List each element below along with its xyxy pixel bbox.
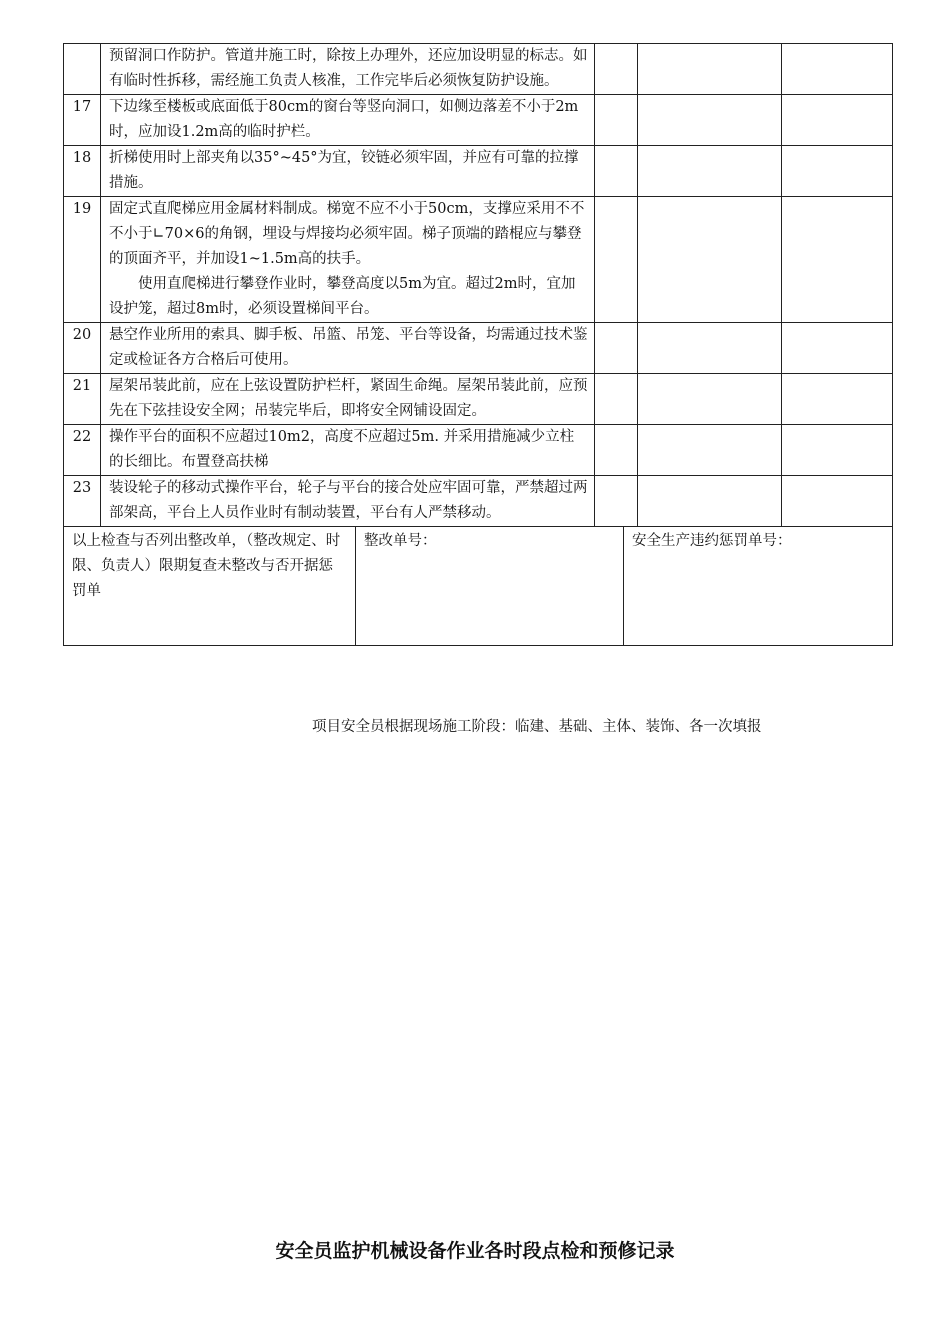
checklist-row: [64, 374, 893, 425]
checklist-row: [64, 476, 893, 527]
check-cell[interactable]: [595, 44, 638, 95]
row-content: [101, 425, 595, 476]
result-cell[interactable]: [638, 146, 782, 197]
row-number: 17: [64, 95, 101, 146]
row-content: [101, 374, 595, 425]
content-paragraph: 悬空作业所用的索具、脚手板、吊篮、吊笼、平台等设备，均需通过技术鉴定或检证各方合格后可使用。: [109, 327, 588, 368]
row-number: 20: [64, 323, 101, 374]
checklist-table: [63, 43, 893, 527]
remark-cell[interactable]: [782, 476, 893, 527]
checklist-row: [64, 197, 893, 323]
row-number: 19: [64, 197, 101, 323]
check-cell[interactable]: [595, 146, 638, 197]
inspection-sheet: [63, 43, 892, 646]
checklist-row: [64, 425, 893, 476]
row-content: [101, 323, 595, 374]
content-paragraph: 屋架吊装此前，应在上弦设置防护栏杆，紧固生命绳。屋架吊装此前，应预先在下弦挂设安全网；吊装完毕后，即将安全网铺设固定。: [109, 378, 588, 419]
row-number: 21: [64, 374, 101, 425]
rectification-number-cell[interactable]: 整改单号：: [356, 527, 624, 646]
remark-cell[interactable]: [782, 146, 893, 197]
remark-cell[interactable]: [782, 95, 893, 146]
result-cell[interactable]: [638, 95, 782, 146]
checklist-row: [64, 44, 893, 95]
check-cell[interactable]: [595, 476, 638, 527]
remark-cell[interactable]: [782, 323, 893, 374]
check-cell[interactable]: [595, 374, 638, 425]
penalty-number-cell[interactable]: 安全生产违约惩罚单号：: [624, 527, 893, 646]
check-cell[interactable]: [595, 323, 638, 374]
result-cell[interactable]: [638, 323, 782, 374]
content-paragraph: 下边缘至楼板或底面低于80cm的窗台等竖向洞口，如侧边落差不小于2m时，应加设1.2m高的临时护栏。: [109, 99, 579, 140]
content-paragraph: 装设轮子的移动式操作平台，轮子与平台的接合处应牢固可靠，严禁超过两部架高，平台上人员作业时有制动装置，平台有人严禁移动。: [109, 480, 588, 521]
summary-row: [64, 527, 893, 646]
checklist-row: [64, 323, 893, 374]
row-content: [101, 95, 595, 146]
row-content: [101, 146, 595, 197]
row-content: [101, 197, 595, 323]
content-paragraph: 折梯使用时上部夹角以35°~45°为宜，铰链必须牢固，并应有可靠的拉撑措施。: [109, 150, 579, 191]
row-number: [64, 44, 101, 95]
content-paragraph: 预留洞口作防护。管道井施工时，除按上办理外，还应加设明显的标志。如有临时性拆移，需经施工负责人核准，工作完毕后必须恢复防护设施。: [109, 48, 588, 89]
content-paragraph: 使用直爬梯进行攀登作业时，攀登高度以5m为宜。超过2m时，宜加设护笼，超过8m时，必须设置梯间平台。: [109, 276, 576, 317]
result-cell[interactable]: [638, 197, 782, 323]
check-cell[interactable]: [595, 95, 638, 146]
next-section-title: 安全员监护机械设备作业各时段点检和预修记录: [275, 1240, 675, 1262]
summary-table: [63, 526, 893, 646]
checklist-row: [64, 95, 893, 146]
summary-instruction-cell: 以上检查与否列出整改单，（整改规定、时限、负责人）限期复查未整改与否开据惩罚单: [64, 527, 356, 646]
result-cell[interactable]: [638, 425, 782, 476]
row-number: 18: [64, 146, 101, 197]
row-number: 22: [64, 425, 101, 476]
row-content: [101, 44, 595, 95]
content-paragraph: 操作平台的面积不应超过10m2，高度不应超过5m. 并采用措施减少立柱的长细比。布置登高扶梯: [109, 429, 575, 470]
remark-cell[interactable]: [782, 197, 893, 323]
checklist-row: [64, 146, 893, 197]
checklist-rows: [64, 44, 893, 527]
result-cell[interactable]: [638, 374, 782, 425]
check-cell[interactable]: [595, 197, 638, 323]
footnote: 项目安全员根据现场施工阶段：临建、基础、主体、装饰、各一次填报: [312, 719, 762, 735]
check-cell[interactable]: [595, 425, 638, 476]
result-cell[interactable]: [638, 476, 782, 527]
result-cell[interactable]: [638, 44, 782, 95]
remark-cell[interactable]: [782, 374, 893, 425]
remark-cell[interactable]: [782, 425, 893, 476]
row-number: 23: [64, 476, 101, 527]
row-content: [101, 476, 595, 527]
content-paragraph: 固定式直爬梯应用金属材料制成。梯宽不应不小于50cm，支撑应采用不不不小于∟70×6的角钢，埋设与焊接均必须牢固。梯子顶端的踏棍应与攀登的顶面齐平，并加设1~1.5m高的扶手。: [109, 201, 585, 267]
remark-cell[interactable]: [782, 44, 893, 95]
